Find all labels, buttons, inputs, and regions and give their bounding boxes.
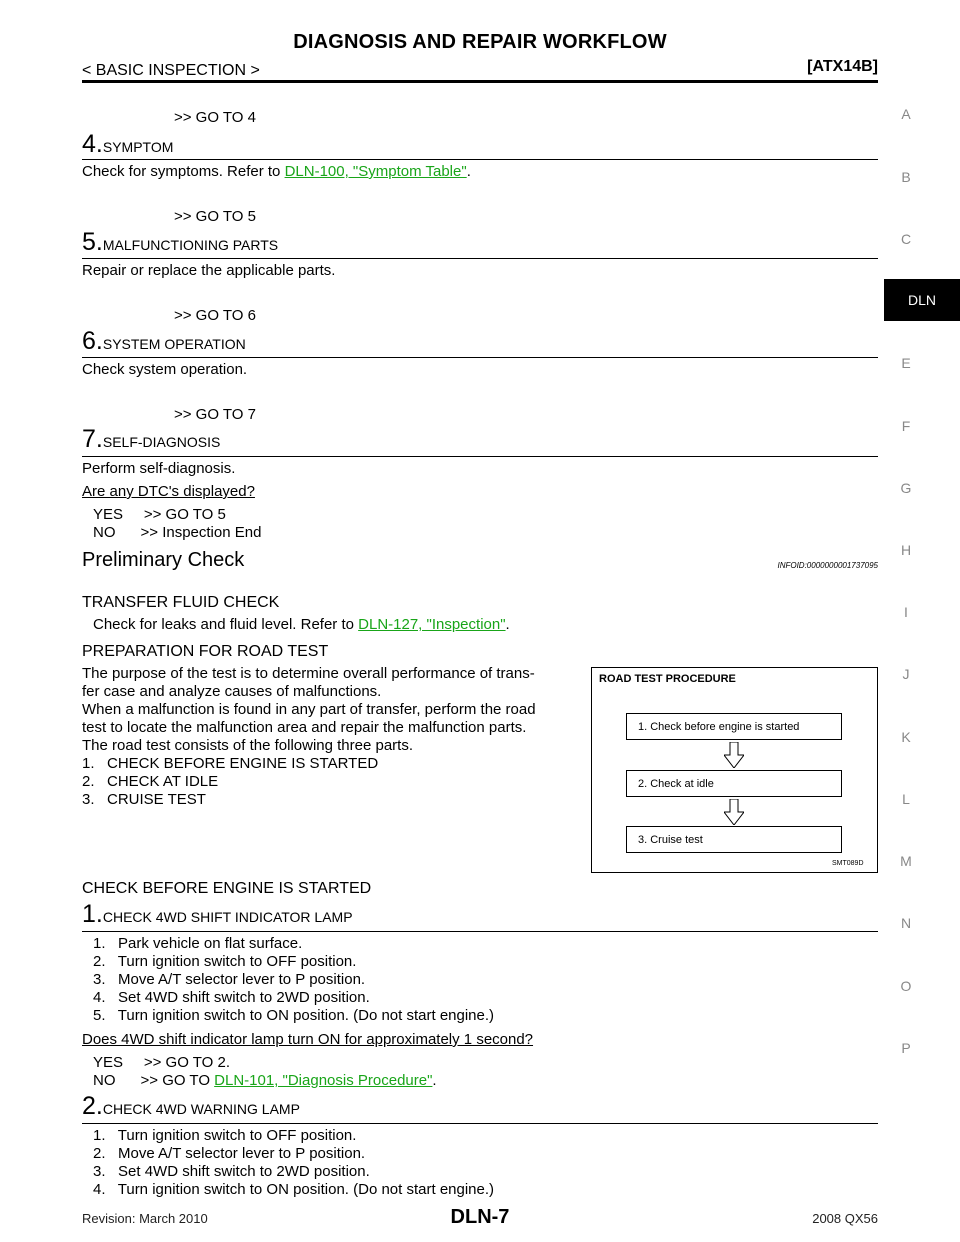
answer-yes: YES >> GO TO 2. xyxy=(93,1054,231,1071)
index-letter-h[interactable]: H xyxy=(900,542,912,558)
step-number: 1. xyxy=(82,900,103,928)
index-letter-k[interactable]: K xyxy=(901,729,911,745)
figure-code: SMT089D xyxy=(832,860,864,867)
figure-box-3: 3. Cruise test xyxy=(626,826,842,853)
step-number: 6. xyxy=(82,327,103,355)
vehicle-model: 2008 QX56 xyxy=(812,1211,878,1226)
section-rule xyxy=(82,159,878,160)
road-test-description: The purpose of the test is to determine overall performance of trans- fer case and analyze causes of malfunctions. When a malfunction is found in any part of transfer, perform the road test to locate the malfunction area and repair the malfunction parts. The road test consists of the following three parts. 1. CHECK BEFORE ENGINE IS STARTED 2. CHECK AT IDLE 3. CRUISE TEST xyxy=(82,665,536,808)
step-label: CHECK 4WD WARNING LAMP xyxy=(102,1101,300,1117)
index-letter-i[interactable]: I xyxy=(904,604,908,620)
section-rule xyxy=(82,456,878,457)
step-7-question: Are any DTC's displayed? xyxy=(82,483,255,500)
step-5-heading xyxy=(82,230,278,255)
index-letter-b[interactable]: B xyxy=(901,169,911,185)
index-letter-p[interactable]: P xyxy=(901,1040,911,1056)
symptom-table-link[interactable]: DLN-100, "Symptom Table" xyxy=(284,163,467,180)
step-4-heading xyxy=(82,132,173,157)
diagnosis-procedure-link[interactable]: DLN-101, "Diagnosis Procedure" xyxy=(214,1072,433,1089)
step-label: SYSTEM OPERATION xyxy=(102,336,246,352)
step-5-text: Repair or replace the applicable parts. xyxy=(82,262,336,279)
fluid-text: Check for leaks and fluid level. Refer to DLN-127, "Inspection". xyxy=(93,616,510,633)
goto-5: >> GO TO 5 xyxy=(174,208,256,225)
step-7-heading xyxy=(82,427,220,452)
revision-date: Revision: March 2010 xyxy=(82,1211,208,1226)
index-letter-e[interactable]: E xyxy=(901,355,911,371)
figure-box-2: 2. Check at idle xyxy=(626,770,842,797)
subheading-road-test: PREPARATION FOR ROAD TEST xyxy=(82,643,329,660)
index-letter-f[interactable]: F xyxy=(901,418,911,434)
index-letter-o[interactable]: O xyxy=(900,978,912,994)
section-heading: Preliminary Check xyxy=(82,549,245,571)
index-letter-n[interactable]: N xyxy=(900,915,912,931)
step-number: 5. xyxy=(82,228,103,256)
header-rule xyxy=(82,80,878,83)
index-letter-a[interactable]: A xyxy=(901,106,911,122)
page-number: DLN-7 xyxy=(450,1206,510,1228)
step-1-question: Does 4WD shift indicator lamp turn ON for approximately 1 second? xyxy=(82,1031,534,1048)
step-number: 7. xyxy=(82,425,103,453)
answer-no: NO >> GO TO DLN-101, "Diagnosis Procedure". xyxy=(93,1072,437,1089)
step-label: CHECK 4WD SHIFT INDICATOR LAMP xyxy=(102,909,353,925)
goto-6: >> GO TO 6 xyxy=(174,307,256,324)
index-letter-j[interactable]: J xyxy=(902,666,910,682)
step-2-heading xyxy=(82,1094,300,1119)
model-code: [ATX14B] xyxy=(807,58,878,75)
index-letter-l[interactable]: L xyxy=(902,791,910,807)
step-1-heading xyxy=(82,902,353,927)
index-letter-g[interactable]: G xyxy=(900,480,912,496)
index-tab-dln[interactable]: DLN xyxy=(884,279,960,321)
inspection-link[interactable]: DLN-127, "Inspection" xyxy=(358,616,506,633)
step-label: SYMPTOM xyxy=(102,139,174,155)
goto-4: >> GO TO 4 xyxy=(174,109,256,126)
section-rule xyxy=(82,357,878,358)
step-label: SELF-DIAGNOSIS xyxy=(102,434,221,450)
road-test-figure xyxy=(591,667,878,873)
section-rule xyxy=(82,931,878,932)
step-6-heading xyxy=(82,329,246,354)
step-number: 4. xyxy=(82,130,103,158)
info-id: INFOID:0000000001737095 xyxy=(777,561,878,570)
index-letter-m[interactable]: M xyxy=(900,853,912,869)
down-arrow-icon xyxy=(724,742,744,768)
down-arrow-icon xyxy=(724,799,744,825)
step-2-procedure: 1. Turn ignition switch to OFF position. 2. Move A/T selector lever to P position. 3. Set 4WD shift switch to 2WD position. 4. Turn ignition switch to ON position. (Do not start engine.) xyxy=(93,1127,495,1198)
figure-title: ROAD TEST PROCEDURE xyxy=(599,673,736,685)
section-rule xyxy=(82,258,878,259)
step-label: MALFUNCTIONING PARTS xyxy=(102,237,279,253)
figure-box-1: 1. Check before engine is started xyxy=(626,713,842,740)
step-1-procedure: 1. Park vehicle on flat surface. 2. Turn ignition switch to OFF position. 3. Move A/T selector lever to P position. 4. Set 4WD shift switch to 2WD position. 5. Turn ignition switch to ON position. (Do not start engine.) xyxy=(93,935,495,1024)
index-letter-c[interactable]: C xyxy=(900,231,912,247)
step-6-text: Check system operation. xyxy=(82,361,248,378)
page-title: DIAGNOSIS AND REPAIR WORKFLOW xyxy=(293,31,667,53)
goto-7: >> GO TO 7 xyxy=(174,406,256,423)
step-4-text: Check for symptoms. Refer to DLN-100, "Symptom Table". xyxy=(82,163,471,180)
step-7-text: Perform self-diagnosis. xyxy=(82,460,236,477)
answer-no: NO >> Inspection End xyxy=(93,524,262,541)
section-label: < BASIC INSPECTION > xyxy=(82,62,260,79)
subheading-fluid: TRANSFER FLUID CHECK xyxy=(82,594,280,611)
answer-yes: YES >> GO TO 5 xyxy=(93,506,226,523)
subheading-before-start: CHECK BEFORE ENGINE IS STARTED xyxy=(82,880,372,897)
section-rule xyxy=(82,1123,878,1124)
step-number: 2. xyxy=(82,1092,103,1120)
